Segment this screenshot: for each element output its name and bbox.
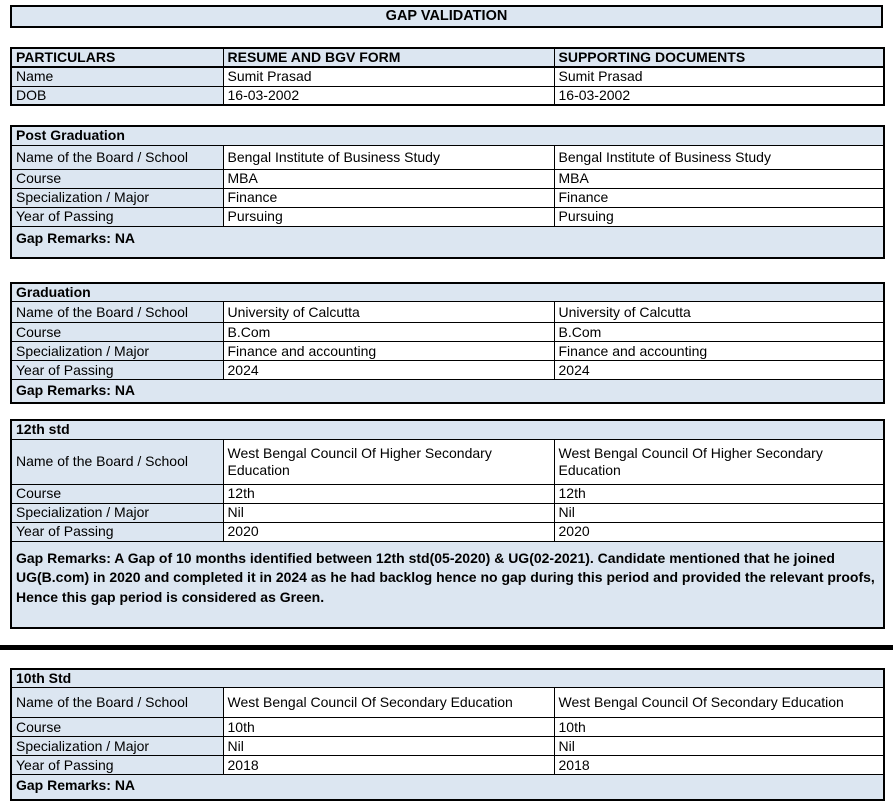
table-row [11, 86, 884, 105]
gap-remarks-row [11, 541, 884, 628]
section-title-cell: 10th Std [11, 669, 884, 688]
section-table-10th-std [10, 668, 885, 802]
table-row [11, 688, 884, 718]
supporting-value-cell: 10th [554, 718, 884, 737]
section-title-row [11, 669, 884, 688]
row-label-cell: Course [11, 323, 223, 342]
row-label-cell: Name [11, 67, 223, 86]
row-label-cell: Specialization / Major [11, 342, 223, 361]
resume-value-cell: 12th [223, 484, 554, 503]
resume-value-cell: 2020 [223, 522, 554, 541]
row-label-cell: DOB [11, 86, 223, 105]
supporting-value-cell: Pursuing [554, 207, 884, 226]
supporting-value-cell: University of Calcutta [554, 302, 884, 323]
table-row [11, 207, 884, 226]
gap-validation-document [0, 5, 893, 810]
section-table-graduation [10, 282, 885, 405]
table-row [11, 342, 884, 361]
supporting-value-cell: 12th [554, 484, 884, 503]
row-label-cell: Course [11, 484, 223, 503]
supporting-value-cell: B.Com [554, 323, 884, 342]
supporting-value-cell: 2020 [554, 522, 884, 541]
table-row [11, 737, 884, 756]
row-label-cell: Course [11, 718, 223, 737]
supporting-value-cell: Sumit Prasad [554, 67, 884, 86]
table-row [11, 484, 884, 503]
column-header-particulars: PARTICULARS [11, 48, 223, 67]
table-row [11, 145, 884, 169]
resume-value-cell: Finance [223, 188, 554, 207]
page-divider [0, 645, 893, 650]
table-row [11, 323, 884, 342]
table-row [11, 67, 884, 86]
section-title-row [11, 283, 884, 302]
row-label-cell: Specialization / Major [11, 503, 223, 522]
row-label-cell: Name of the Board / School [11, 688, 223, 718]
gap-remarks-cell: Gap Remarks: NA [11, 226, 884, 258]
supporting-value-cell: West Bengal Council Of Secondary Education [554, 688, 884, 718]
table-row [11, 503, 884, 522]
supporting-value-cell: 2018 [554, 756, 884, 775]
supporting-value-cell: Nil [554, 737, 884, 756]
gap-remarks-cell: Gap Remarks: A Gap of 10 months identified between 12th std(05-2020) & UG(02-2021). Candidate mentioned that he joined UG(B.com) in 2020 and completed it in 2024 as he had backlog hence no gap during this period and provided the relevant proofs, Hence this gap period is considered as Green. [11, 541, 884, 628]
resume-value-cell: Nil [223, 503, 554, 522]
supporting-value-cell: West Bengal Council Of Higher Secondary Education [554, 439, 884, 484]
section-table-post-graduation [10, 125, 885, 259]
resume-value-cell: Finance and accounting [223, 342, 554, 361]
particulars-table [10, 47, 885, 106]
resume-value-cell: Pursuing [223, 207, 554, 226]
table-row [11, 302, 884, 323]
row-label-cell: Course [11, 169, 223, 188]
row-label-cell: Specialization / Major [11, 737, 223, 756]
resume-value-cell: Bengal Institute of Business Study [223, 145, 554, 169]
supporting-value-cell: Nil [554, 503, 884, 522]
resume-value-cell: MBA [223, 169, 554, 188]
column-header-supporting-docs: SUPPORTING DOCUMENTS [554, 48, 884, 67]
gap-remarks-row [11, 775, 884, 801]
row-label-cell: Year of Passing [11, 522, 223, 541]
section-title-cell: Graduation [11, 283, 884, 302]
column-header-resume-bgv: RESUME AND BGV FORM [223, 48, 554, 67]
section-title-cell: 12th std [11, 420, 884, 439]
gap-remarks-cell: Gap Remarks: NA [11, 775, 884, 801]
resume-value-cell: University of Calcutta [223, 302, 554, 323]
table-row [11, 439, 884, 484]
section-title-row [11, 126, 884, 145]
resume-value-cell: West Bengal Council Of Secondary Education [223, 688, 554, 718]
section-title-row [11, 420, 884, 439]
resume-value-cell: 2018 [223, 756, 554, 775]
row-label-cell: Specialization / Major [11, 188, 223, 207]
document-title: GAP VALIDATION [10, 5, 883, 28]
supporting-value-cell: MBA [554, 169, 884, 188]
row-label-cell: Name of the Board / School [11, 145, 223, 169]
resume-value-cell: Sumit Prasad [223, 67, 554, 86]
supporting-value-cell: Finance and accounting [554, 342, 884, 361]
table-row [11, 169, 884, 188]
section-title-cell: Post Graduation [11, 126, 884, 145]
row-label-cell: Year of Passing [11, 361, 223, 380]
gap-remarks-cell: Gap Remarks: NA [11, 380, 884, 404]
row-label-cell: Year of Passing [11, 207, 223, 226]
table-row [11, 522, 884, 541]
resume-value-cell: 10th [223, 718, 554, 737]
table-header-row [11, 48, 884, 67]
section-table-12th-std [10, 419, 885, 629]
resume-value-cell: 16-03-2002 [223, 86, 554, 105]
table-row [11, 361, 884, 380]
table-row [11, 756, 884, 775]
table-row [11, 188, 884, 207]
resume-value-cell: West Bengal Council Of Higher Secondary Education [223, 439, 554, 484]
supporting-value-cell: 16-03-2002 [554, 86, 884, 105]
row-label-cell: Name of the Board / School [11, 302, 223, 323]
gap-remarks-row [11, 380, 884, 404]
row-label-cell: Name of the Board / School [11, 439, 223, 484]
resume-value-cell: 2024 [223, 361, 554, 380]
row-label-cell: Year of Passing [11, 756, 223, 775]
supporting-value-cell: Finance [554, 188, 884, 207]
gap-remarks-row [11, 226, 884, 258]
resume-value-cell: B.Com [223, 323, 554, 342]
supporting-value-cell: Bengal Institute of Business Study [554, 145, 884, 169]
table-row [11, 718, 884, 737]
resume-value-cell: Nil [223, 737, 554, 756]
supporting-value-cell: 2024 [554, 361, 884, 380]
